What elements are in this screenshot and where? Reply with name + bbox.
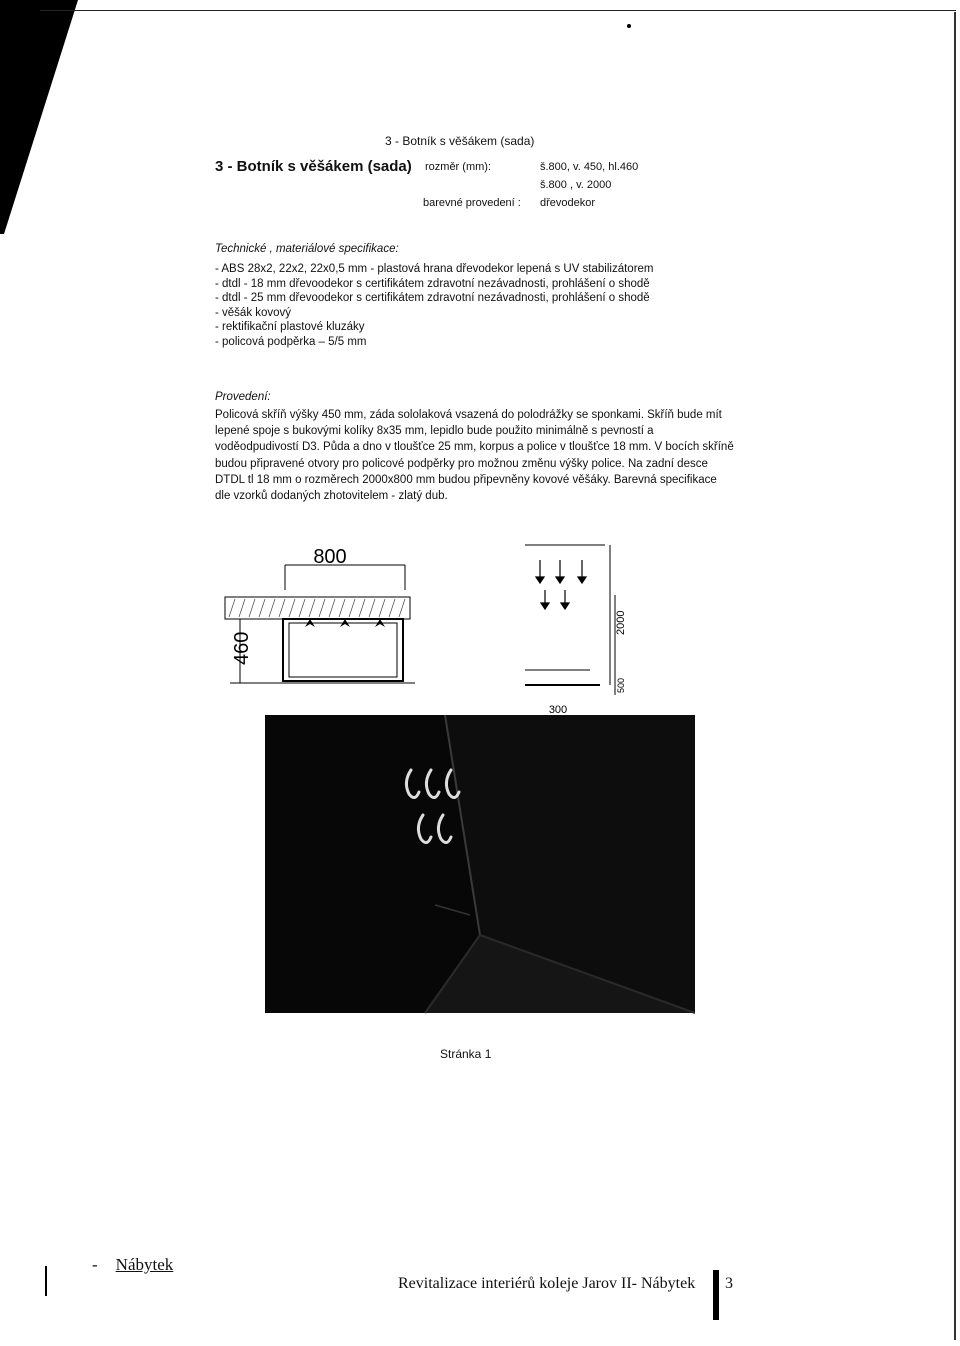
size-value-1: š.800, v. 450, hl.460	[540, 161, 639, 173]
page-small-title: 3 - Botník s věšákem (sada)	[385, 134, 535, 148]
front-width-label: 800	[313, 546, 347, 568]
side-depth-label: 300	[548, 704, 568, 715]
tech-spec-list	[215, 262, 654, 350]
tech-spec-item: - věšák kovový	[215, 306, 292, 319]
execution-text: Policová skříň výšky 450 mm, záda sololaková vsazená do polodrážky se sponkami. Skříň bude mít lepené spoje s bukovými kolíky 8x35 mm, lepidlo bude použito minimálně s pevností a voděodpudivostí D3. Půda a dno v tloušťce 25 mm, korpus a police v tloušťce 18 mm. V bocích skříně budou připravené otvory pro policové podpěrky pro možnou změnu výšky police. Na zadní desce DTDL tl 18 mm o rozměrech 2000x800 mm budou připevněny kovové věšáky. Barevná specifikace dle vzorků dodaných zhotovitelem - zlatý dub.	[215, 409, 734, 503]
front-view-drawing	[215, 535, 415, 695]
product-photo	[265, 715, 695, 1015]
scan-dot	[627, 24, 631, 28]
tech-spec-item: - dtdl - 18 mm dřevoodekor s certifikátem zdravotní nezávadnosti, prohlášení o shodě	[215, 277, 650, 290]
footer-bar	[45, 1266, 47, 1296]
footer-dash: -	[92, 1255, 98, 1274]
execution-heading: Provedení:	[215, 391, 271, 403]
tech-spec-item: - policová podpěrka – 5/5 mm	[215, 335, 367, 348]
footer-section-link[interactable]: Nábytek	[115, 1255, 174, 1274]
page-label: Stránka 1	[440, 1047, 492, 1061]
tech-spec-item: - ABS 28x2, 22x2, 22x0,5 mm - plastová hrana dřevodekor lepená s UV stabilizátorem	[215, 263, 654, 275]
tech-spec-item: - rektifikační plastové kluzáky	[215, 321, 365, 334]
side-bottom-label: 500	[616, 677, 626, 693]
size-value-2: š.800 , v. 2000	[540, 179, 612, 191]
footer-section	[92, 1255, 173, 1275]
scan-frame-right	[954, 12, 956, 1340]
side-view-drawing	[520, 525, 630, 715]
side-height-label: 2000	[615, 610, 627, 635]
front-height-label: 460	[231, 631, 253, 665]
scan-shadow-wedge	[0, 0, 80, 240]
page-title: 3 - Botník s věšákem (sada)	[215, 158, 412, 175]
tech-spec-heading: Technické , materiálové specifikace:	[215, 243, 399, 255]
color-value: dřevodekor	[540, 197, 596, 209]
color-label: barevné provedení :	[423, 197, 521, 209]
footer-page-number: 3	[725, 1275, 733, 1292]
tech-spec-item: - dtdl - 25 mm dřevoodekor s certifikátem zdravotní nezávadnosti, prohlášení o shodě	[215, 292, 650, 305]
footer-doc-title: Revitalizace interiérů koleje Jarov II- Nábytek	[398, 1275, 696, 1292]
scan-frame-top	[40, 10, 956, 11]
footer-marker	[713, 1270, 719, 1320]
size-label: rozměr (mm):	[425, 161, 491, 173]
